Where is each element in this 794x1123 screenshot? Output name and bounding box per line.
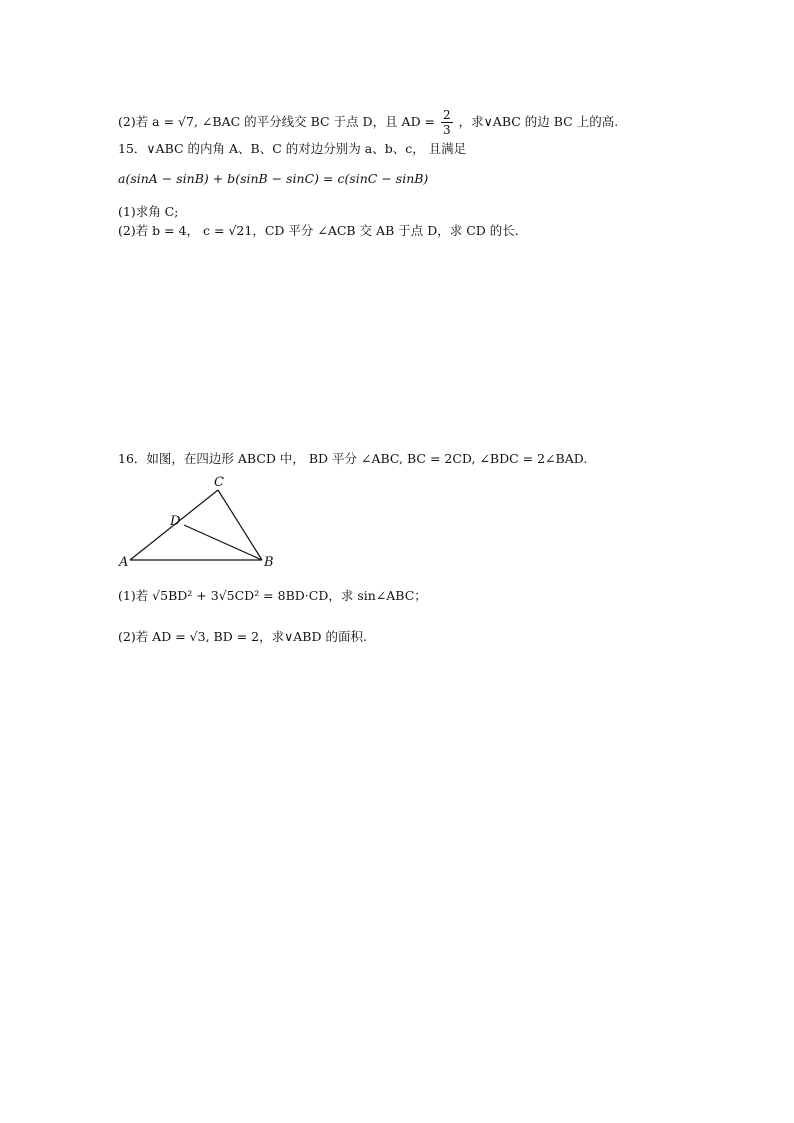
problem16-part2: (2)若 AD = √3, BD = 2，求∨ABD 的面积. — [118, 629, 367, 644]
fraction-two-thirds — [441, 108, 453, 137]
quadrilateral-figure — [116, 474, 286, 569]
problem14-part2-text-b: ，求∨ABC 的边 BC 上的高. — [458, 114, 619, 129]
problem16-stem: 16．如图，在四边形 ABCD 中， BD 平分 ∠ABC, BC = 2CD, ∠BDC = 2∠BAD. — [118, 451, 588, 466]
problem15-stem: 15．∨ABC 的内角 A、B、C 的对边分别为 a、b、c， 且满足 — [118, 141, 467, 156]
label-a: A — [119, 555, 129, 569]
label-b: B — [264, 555, 274, 569]
problem15-part2: (2)若 b = 4， c = √21，CD 平分 ∠ACB 交 AB 于点 D，求 CD 的长. — [118, 223, 519, 238]
problem16-part1: (1)若 √5BD² + 3√5CD² = 8BD·CD，求 sin∠ABC； — [118, 588, 427, 603]
problem15-part1: (1)求角 C; — [118, 204, 179, 219]
problem15-equation: a(sinA − sinB) + b(sinB − sinC) = c(sinC − sinB) — [118, 171, 429, 186]
problem14-part2-text-a: (2)若 a = √7, ∠BAC 的平分线交 BC 于点 D，且 AD = — [118, 114, 436, 129]
label-d: D — [170, 514, 181, 529]
fraction-numerator: 2 — [443, 108, 451, 122]
problem14-part2 — [118, 108, 618, 137]
label-c: C — [214, 475, 224, 490]
fraction-denominator: 3 — [443, 123, 451, 137]
